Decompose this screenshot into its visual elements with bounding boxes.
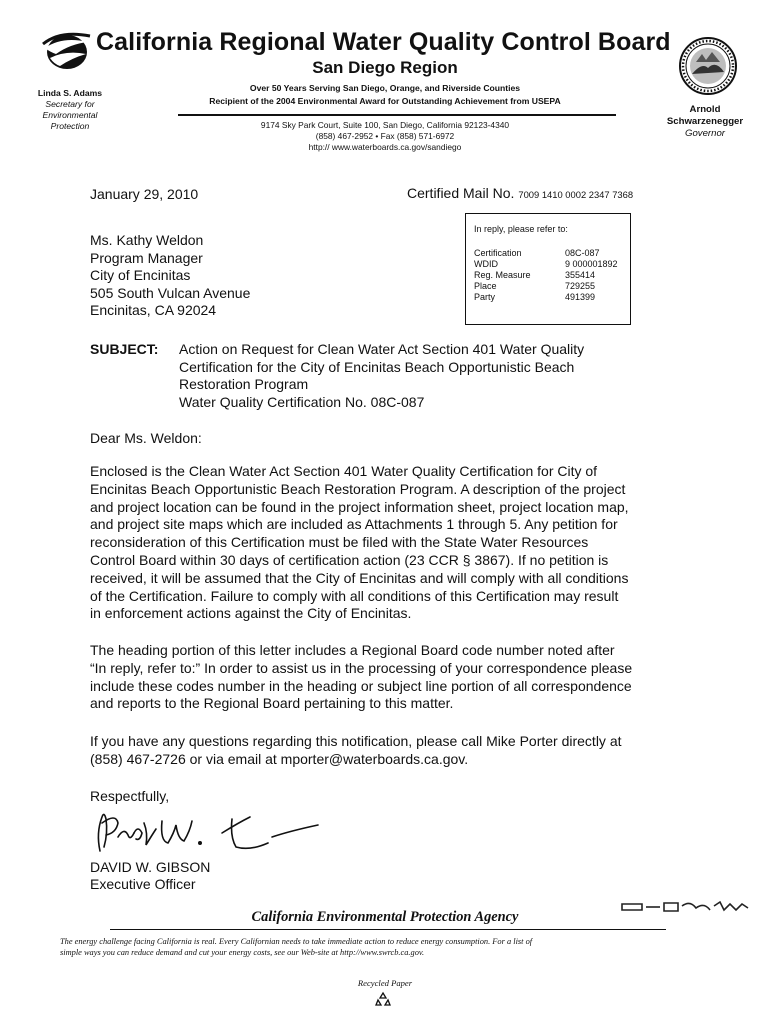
certified-mail <box>407 185 633 201</box>
reply-value: 9 000001892 <box>565 259 618 269</box>
closing: Respectfully, <box>90 788 170 804</box>
body-paragraph-2 <box>90 642 690 713</box>
governor-block <box>650 104 760 140</box>
recycle-icon <box>375 991 391 1007</box>
paragraph-line: (858) 467-2726 or via email at mporter@waterboards.ca.gov. <box>90 750 469 767</box>
header-rule <box>178 114 616 116</box>
letter-date: January 29, 2010 <box>90 186 199 202</box>
reply-value: 491399 <box>565 292 596 302</box>
secretary-title-line: Secretary for <box>45 99 95 109</box>
energy-note-line: simple ways you can reduce demand and cut your energy costs, see our Web-site at http://www.swrcb.ca.gov. <box>60 948 425 957</box>
reply-value: 355414 <box>565 270 596 280</box>
governor-name-line: Schwarzenegger <box>666 116 744 127</box>
website-line: http:// www.waterboards.ca.gov/sandiego <box>308 142 462 152</box>
region-title: San Diego Region <box>312 58 458 77</box>
subject-text <box>179 341 659 411</box>
reply-label: Place <box>474 281 497 291</box>
reply-row-place <box>474 281 630 291</box>
reply-label: Party <box>474 292 496 302</box>
paragraph-line: Control Board within 30 days of certification action (23 CCR § 3867). If no petition is <box>90 551 609 568</box>
signer-title: Executive Officer <box>90 876 196 892</box>
subject-line: Water Quality Certification No. 08C-087 <box>179 393 425 410</box>
phone-fax-line: (858) 467-2952 • Fax (858) 571-6972 <box>315 131 455 141</box>
body-paragraph-3 <box>90 733 690 769</box>
reply-row-party <box>474 292 630 302</box>
reply-row-reg-measure <box>474 270 630 280</box>
subject-label: SUBJECT: <box>90 341 159 357</box>
award-line: Recipient of the 2004 Environmental Award for Outstanding Achievement from USEPA <box>209 96 561 106</box>
governor-title: Governor <box>685 128 725 139</box>
subject-line: Action on Request for Clean Water Act Section 401 Water Quality <box>179 341 585 357</box>
tagline: Over 50 Years Serving San Diego, Orange, and Riverside Counties <box>249 83 521 93</box>
signer-name: DAVID W. GIBSON <box>90 859 211 875</box>
board-title: California Regional Water Quality Control Board <box>96 28 671 56</box>
agency-name: California Environmental Protection Agency <box>251 909 519 925</box>
paragraph-line: in enforcement actions against the City of Encinitas. <box>90 605 412 622</box>
reply-label: Certification <box>474 248 522 258</box>
reply-box-header: In reply, please refer to: <box>474 224 568 234</box>
certified-mail-number: 7009 1410 0002 2347 7368 <box>518 189 634 200</box>
footer-rule <box>110 929 666 930</box>
paragraph-line: include these codes number in the heading or subject line portion of all correspondence <box>90 677 632 694</box>
paragraph-line: Encinitas Beach Opportunistic Beach Restoration Program. A description of the project <box>90 480 626 497</box>
reply-row-certification <box>474 248 630 258</box>
body-paragraph-1 <box>90 463 690 623</box>
reply-label: WDID <box>474 259 498 269</box>
certified-mail-label: Certified Mail No. <box>407 185 515 201</box>
recipient-address <box>90 232 250 320</box>
handwritten-signature <box>90 803 340 861</box>
paragraph-line: and project location can be found in the project information sheet, project location map, <box>90 498 629 515</box>
salutation: Dear Ms. Weldon: <box>90 430 202 446</box>
secretary-block <box>10 88 130 132</box>
energy-note-line: The energy challenge facing California is real. Every Californian needs to take immediate action to reduce energy consumption. For a list of <box>60 937 533 946</box>
reply-row-wdid <box>474 259 630 269</box>
state-seal-icon <box>678 36 738 96</box>
recipient-line: 505 South Vulcan Avenue <box>90 284 251 301</box>
governor-name-line: Arnold <box>689 104 721 115</box>
secretary-title-line: Protection <box>50 121 90 131</box>
subject-line: Certification for the City of Encinitas Beach Opportunistic Beach <box>179 358 575 375</box>
paragraph-line: “In reply, refer to:” In order to assist us in the processing of your correspondence please <box>90 659 633 676</box>
paragraph-line: and project site maps which are included as Attachments 1 through 5. Any petition for <box>90 516 618 533</box>
reply-label: Reg. Measure <box>474 270 531 280</box>
energy-note <box>60 936 700 958</box>
paragraph-line: of the Certification. Failure to comply with all conditions of this Certification may result <box>90 587 619 604</box>
paragraph-line: If you have any questions regarding this notification, please call Mike Porter directly at <box>90 733 622 749</box>
paragraph-line: reconsideration of this Certification must be filed with the State Water Resources <box>90 534 589 551</box>
recipient-line: Ms. Kathy Weldon <box>90 232 204 248</box>
reply-value: 08C-087 <box>565 248 600 258</box>
reply-reference-box <box>465 213 631 325</box>
paragraph-line: and reports to the Regional Board pertaining to this matter. <box>90 695 454 712</box>
paragraph-line: received, it will be assumed that the City of Encinitas and will comply with all conditions <box>90 569 629 586</box>
secretary-name: Linda S. Adams <box>37 88 103 98</box>
recipient-line: Program Manager <box>90 249 203 266</box>
recycled-paper-label: Recycled Paper <box>357 978 413 988</box>
subject-line: Restoration Program <box>179 376 309 393</box>
secretary-title-line: Environmental <box>42 110 98 120</box>
paragraph-line: Enclosed is the Clean Water Act Section 401 Water Quality Certification for City of <box>90 463 598 479</box>
address-line: 9174 Sky Park Court, Suite 100, San Diego, California 92123-4340 <box>260 120 510 130</box>
recipient-line: City of Encinitas <box>90 267 191 284</box>
paragraph-line: The heading portion of this letter includes a Regional Board code number noted after <box>90 642 615 658</box>
reply-value: 729255 <box>565 281 596 291</box>
recipient-line: Encinitas, CA 92024 <box>90 302 217 319</box>
